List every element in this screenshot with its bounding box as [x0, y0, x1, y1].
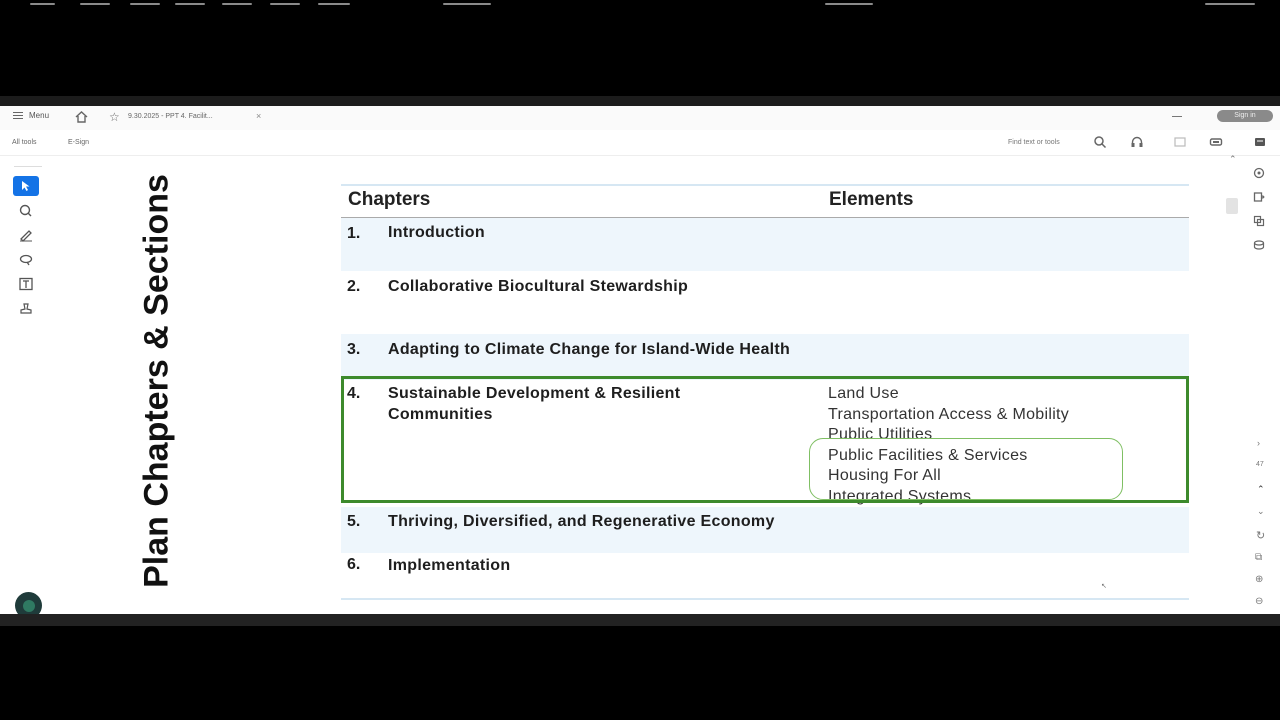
element-item: Transportation Access & Mobility [828, 405, 1070, 423]
scroll-down-icon[interactable]: ⌄ [1257, 506, 1265, 516]
element-item: Public Utilities [828, 426, 933, 443]
scroll-up-arrow[interactable]: ⌃ [1229, 154, 1237, 164]
table-row [341, 218, 1189, 271]
chapter-title: Implementation [388, 557, 511, 574]
row-number: 3. [347, 341, 361, 358]
tool-rail [0, 156, 56, 614]
chapters-header: Chapters [348, 189, 431, 210]
stamp-tool-button[interactable] [13, 299, 39, 319]
draw-tool-button[interactable] [13, 225, 39, 245]
comment-tool-button[interactable] [13, 201, 39, 221]
page-nav-chevron-icon[interactable]: › [1257, 438, 1260, 448]
document-tab[interactable]: 9.30.2025 - PPT 4. Facilit... [128, 113, 213, 120]
scrollbar-thumb[interactable] [1226, 198, 1238, 214]
select-cursor-icon [21, 180, 31, 192]
comment-icon [18, 204, 34, 218]
chapter-title: Adapting to Climate Change for Island-Wide Health [388, 341, 791, 358]
stamp-icon [18, 302, 34, 316]
slide-title-text: Plan Chapters & Sections [137, 174, 176, 588]
home-icon[interactable] [75, 111, 88, 123]
scroll-up-icon[interactable]: ⌃ [1257, 484, 1265, 494]
compress-button[interactable] [1251, 237, 1267, 253]
window-top-border [0, 96, 1280, 106]
text-box-icon [18, 277, 34, 291]
table-bottom-line [341, 598, 1189, 600]
chapter-title: Sustainable Development & Resilient Communities [388, 385, 681, 423]
row-number: 2. [347, 278, 361, 295]
toolbar [0, 130, 1280, 156]
assistant-icon [23, 600, 35, 612]
chapter-title: Collaborative Biocultural Stewardship [388, 278, 689, 295]
print-icon[interactable] [1209, 135, 1223, 149]
hamburger-icon [13, 112, 23, 119]
element-item: Land Use [828, 385, 899, 402]
search-icon[interactable] [1093, 135, 1107, 149]
compress-icon [1253, 239, 1265, 251]
row-number: 5. [347, 513, 361, 530]
zoom-panel-button[interactable] [1251, 165, 1267, 181]
menu-label: Menu [29, 111, 50, 120]
help-assistant-button[interactable] [15, 592, 42, 614]
rotate-icon[interactable]: ↻ [1256, 530, 1266, 542]
headset-icon[interactable] [1130, 135, 1144, 149]
minimize-button[interactable] [1172, 116, 1182, 117]
screen-top-strip [0, 0, 1280, 6]
row-number: 4. [347, 385, 361, 402]
table-top-line [341, 184, 1189, 186]
pen-icon [18, 228, 34, 242]
pointer-cursor-icon: ↖ [1101, 583, 1107, 590]
row-number: 6. [347, 556, 361, 573]
table-row [341, 271, 1189, 334]
export-button[interactable] [1251, 189, 1267, 205]
menu-button[interactable] [13, 111, 49, 120]
text-tool-button[interactable] [13, 274, 39, 294]
find-text-field[interactable]: Find text or tools [1008, 139, 1060, 146]
title-bar [0, 106, 1280, 130]
table-row [341, 553, 1189, 597]
star-icon[interactable]: ☆ [109, 110, 120, 124]
table-row [341, 507, 1189, 553]
element-item: Housing For All [828, 467, 941, 484]
save-icon[interactable] [1173, 135, 1187, 149]
page-thumbnail-icon[interactable]: ⧉ [1255, 552, 1263, 563]
elements-header: Elements [829, 189, 914, 210]
slide-title [137, 174, 176, 588]
share-icon[interactable] [1253, 135, 1267, 149]
table-row [341, 334, 1189, 380]
lasso-icon [18, 253, 34, 267]
esign-tab[interactable]: E-Sign [68, 139, 90, 146]
chapter-title: Thriving, Diversified, and Regenerative Economy [388, 513, 775, 530]
highlight-oval [809, 438, 1123, 500]
element-item: Public Facilities & Services [828, 446, 1028, 464]
zoom-icon [1253, 167, 1265, 179]
close-tab-icon[interactable]: × [256, 111, 262, 121]
organize-icon [1253, 215, 1265, 227]
all-tools-tab[interactable]: All tools [12, 139, 37, 146]
chapter-title: Introduction [388, 224, 485, 241]
chapters-table [341, 181, 1189, 601]
sign-in-button[interactable]: Sign in [1217, 110, 1273, 122]
lasso-tool-button[interactable] [13, 250, 39, 270]
element-item: Integrated Systems [828, 487, 972, 505]
export-icon [1253, 191, 1265, 203]
row-number: 1. [347, 225, 361, 242]
zoom-in-icon[interactable]: ⊕ [1255, 574, 1264, 585]
page-number-indicator: 47 [1256, 461, 1264, 468]
window-bottom-border [0, 614, 1280, 626]
select-tool-button[interactable] [13, 176, 39, 196]
pdf-viewer-window [0, 106, 1280, 614]
rail-divider [14, 166, 42, 167]
organize-button[interactable] [1251, 213, 1267, 229]
zoom-out-icon[interactable]: ⊖ [1255, 596, 1264, 607]
